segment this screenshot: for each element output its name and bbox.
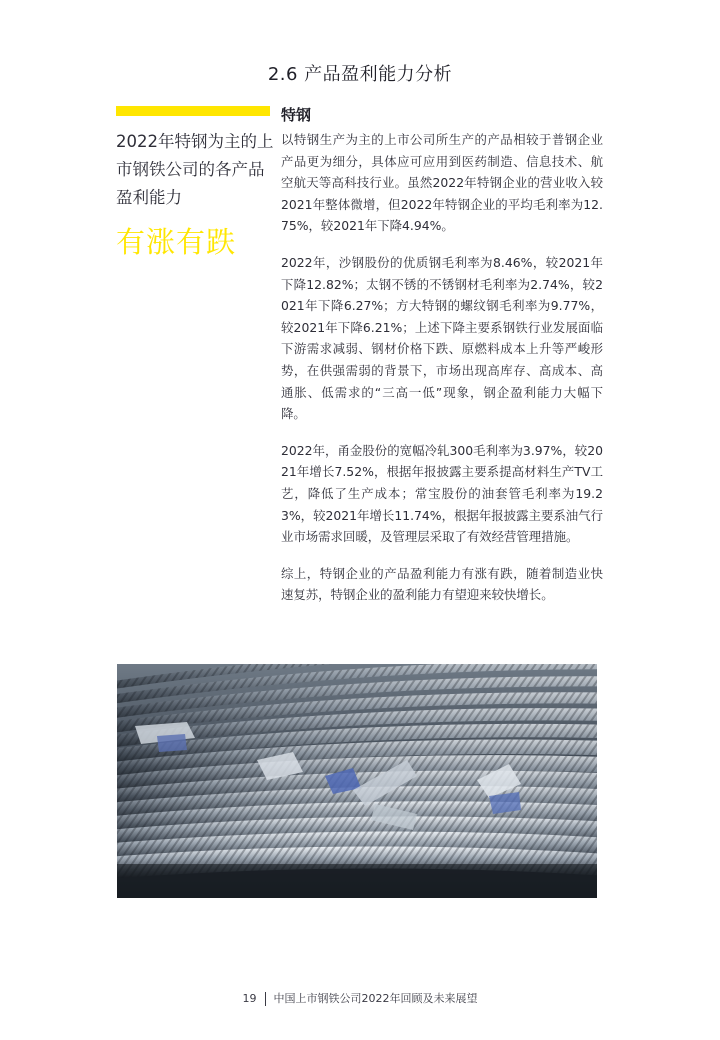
- sidebar-highlight: 有涨有跌: [116, 225, 237, 259]
- page-number: 19: [242, 992, 257, 1005]
- section-title: 2.6 产品盈利能力分析: [267, 64, 453, 85]
- footer-document-title: 中国上市钢铁公司2022年回顾及未来展望: [273, 992, 478, 1005]
- page-footer: [0, 990, 720, 1006]
- paragraph-1: 以特钢生产为主的上市公司所生产的产品相较于普钢企业产品更为细分，具体应可应用到医药制造、信息技术、航空航天等高科技行业。虽然2022年特钢企业的营业收入较2021年整体微增，但2022年特钢企业的平均毛利率为12.75%，较2021年下降4.94%。: [281, 132, 603, 234]
- accent-bar: [116, 106, 270, 116]
- paragraph-2: 2022年，沙钢股份的优质钢毛利率为8.46%，较2021年下降12.82%；太钢不锈的不锈钢材毛利率为2.74%，较2021年下降6.27%；方大特钢的螺纹钢毛利率为9.77%，较2021年下降6.21%；上述下降主要系钢铁行业发展面临下游需求减弱、钢材价格下跌、原燃料成本上升等严峻形势，在供强需弱的背景下，市场出现高库存、高成本、高通胀、低需求的“三高一低”现象，钢企盈利能力大幅下降。: [281, 254, 603, 422]
- paragraph-4: 综上，特钢企业的产品盈利能力有涨有跌，随着制造业快速复苏，特钢企业的盈利能力有望迎来较快增长。: [281, 565, 603, 603]
- footer-divider: [265, 992, 266, 1006]
- sidebar-callout: 2022年特钢为主的上市钢铁公司的各产品盈利能力: [116, 132, 274, 207]
- steel-rebar-photo: [117, 664, 597, 898]
- main-heading: 特钢: [281, 106, 312, 124]
- paragraph-3: 2022年，甬金股份的宽幅冷轧300毛利率为3.97%，较2021年增长7.52%，根据年报披露主要系提高材料生产TV工艺，降低了生产成本；常宝股份的油套管毛利率为19.23%，较2021年增长11.74%，根据年报披露主要系油气行业市场需求回暖，及管理层采取了有效经营管理措施。: [281, 442, 603, 545]
- main-content: [281, 104, 603, 621]
